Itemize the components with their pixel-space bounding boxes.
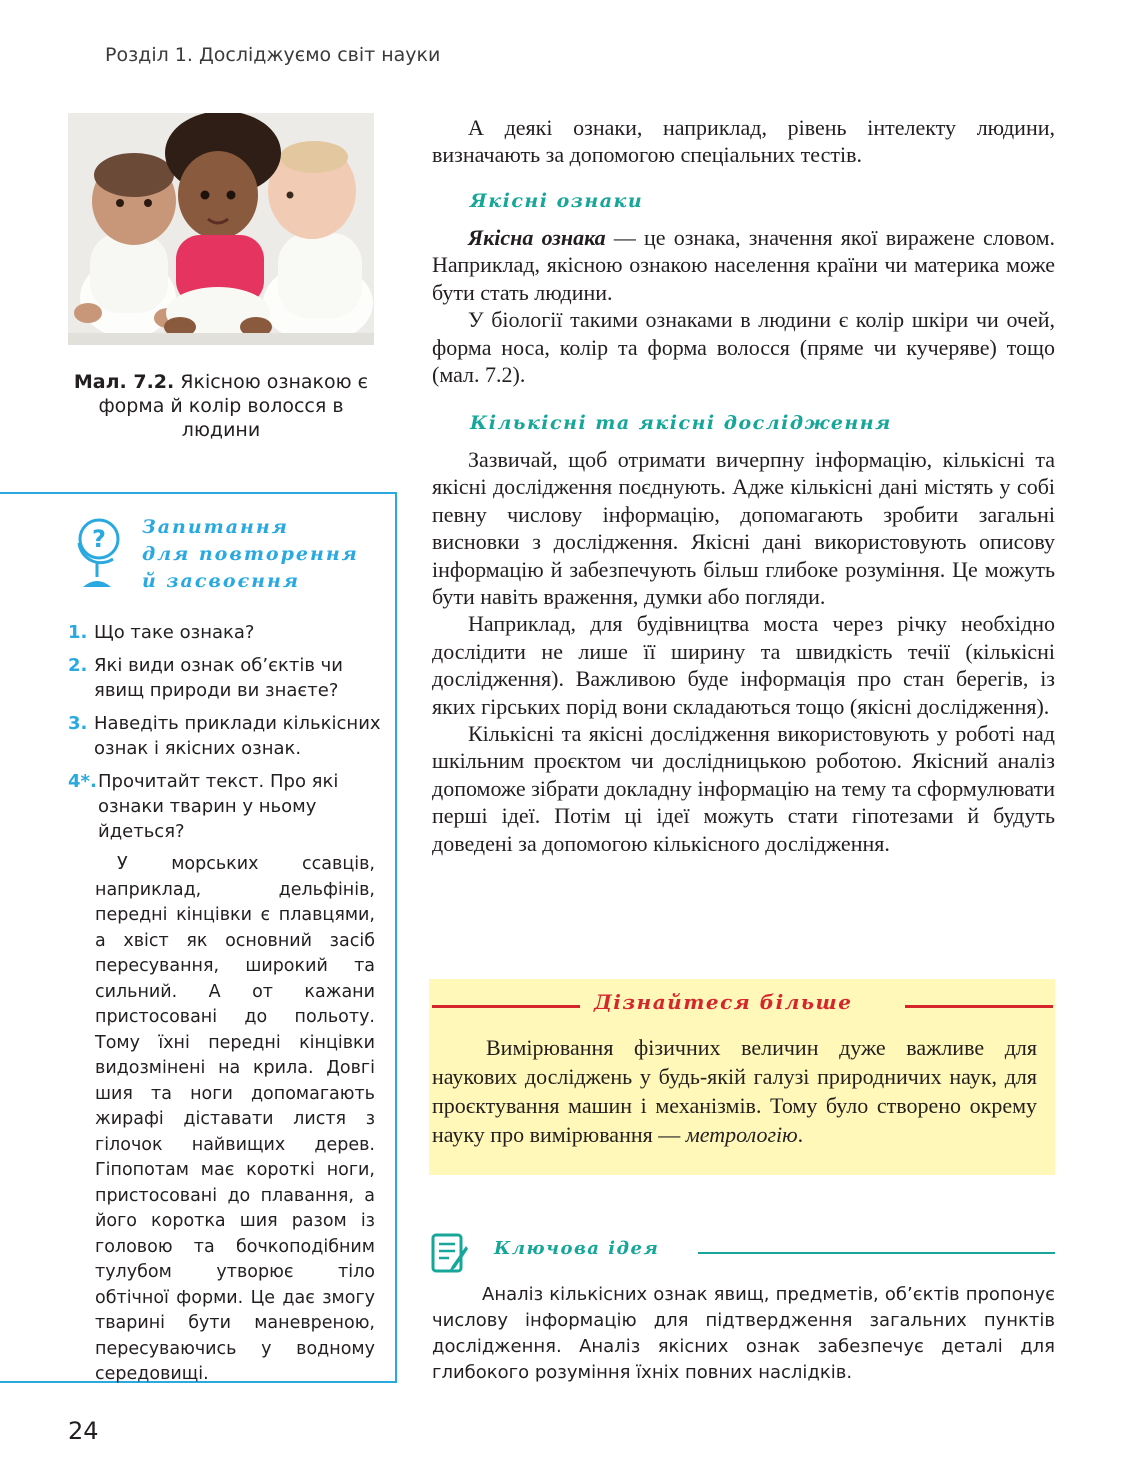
paragraph: У біології такими ознаками в людини є колір шкіри чи очей, форма носа, колір та форма волосся (пряме чи кучеряве) тощо (мал. 7.2). [432,307,1055,388]
question-text: Прочитайт текст. Про які ознаки тварин у ньому йдеться? [98,771,339,842]
learn-more-rule-right [905,1005,1053,1008]
question-item [68,769,384,844]
intro-text: А деякі ознаки, наприклад, рівень інтелекту людини, визначають за допомогою спеціальних тестів. [432,115,1055,168]
caption-label: Мал. 7.2. [73,371,175,393]
learn-more-rule-left [432,1005,580,1008]
globe-question-icon [73,513,125,593]
intro-paragraph [432,114,1055,169]
question-number: 3. [68,713,88,734]
question-text: Наведіть приклади кількісних ознак і якісних ознак. [94,713,381,759]
section-heading-research: Кількісні та якісні дослідження [470,412,892,434]
section-research-body [432,446,1055,857]
question-number: 2. [68,655,88,676]
question-item [68,620,384,645]
caption-text: Якісною ознакою є форма й колір волосся в людини [98,371,369,441]
question-number: 4*. [68,771,97,792]
paragraph: Зазвичай, щоб отримати вичерпну інформацію, кількісні та якісні дослідження поєднують. Адже кількісні дані містять у собі певну числову інформацію, допомагають зробити загальні висновки з дослідження. Якісні дані використовують описову інформацію й забезпечують більш глибоке розуміння. Це можуть бути навіть враження, думки або погляди. [432,447,1055,610]
learn-more-term: метрологію [685,1122,798,1147]
page-number: 24 [68,1417,99,1445]
question-number: 1. [68,622,88,643]
learn-more-text [432,1033,1037,1149]
learn-more-end: . [797,1122,804,1147]
running-head: Розділ 1. Досліджуємо світ науки [105,44,441,66]
svg-text:?: ? [92,525,106,553]
learn-more-main: Вимірювання фізичних величин дуже важливе для наукових досліджень у будь-якій галузі природничих наук, для проєктування машин і механізмів. Тому було створено окрему науку про вимірювання — [432,1035,1037,1147]
figure-caption [62,370,380,442]
learn-more-title: Дізнайтеся більше [594,990,853,1014]
question-text: Що таке ознака? [94,622,255,643]
definition-text: — це ознака, значення якої виражене словом. Наприклад, якісною ознакою населення країни чи материка може бути стать людини. [432,225,1056,305]
questions-title-line: Запитання [142,516,289,538]
term: Якісна ознака [468,225,606,250]
key-idea-paragraph: Аналіз кількісних ознак явищ, предметів, об’єктів пропонує числову інформацію для підтвердження загальних пунктів дослідження. Аналіз якісних ознак забезпечує деталі для глибокого розуміння їхніх повних наслідків. [432,1284,1055,1383]
section-qualitative-body [432,224,1055,388]
question-text: Які види ознак об’єктів чи явищ природи ви знаєте? [94,655,343,701]
question-reading-text: У морських ссавців, наприклад, дельфінів, передні кінцівки є плавцями, а хвіст як основний засіб пересування, широкий та сильний. А от кажани пристосовані до польоту. Тому їхні передні кінцівки видозмінені на крила. Довгі шия та ноги допомагають жирафі діставати листя з гілочок найвищих дерев. Гіпопотам має короткі ноги, пристосовані до плавання, а його коротка шия разом із головою та бочкоподібним тулубом утворює тіло обтічної форми. Це дає змогу тварині бути маневреною, пересуваючись у водному середовищі. [95,854,375,1384]
key-idea-document-icon [430,1232,470,1276]
section-heading-qualitative: Якісні ознаки [470,190,644,212]
question-item [68,653,384,703]
key-idea-text [432,1282,1055,1386]
questions-title-line: й засвоєння [142,570,300,592]
question-item [68,711,384,761]
paragraph: Наприклад, для будівництва моста через річку необхідно дослідити не лише її ширину та швидкість течії (кількісні дослідження). Важливою буде інформація про стан берегів, із яких гірських порід вони складаються тощо (якісні дослідження). [432,611,1055,719]
paragraph: Кількісні та якісні дослідження використовують у роботі над шкільним проєктом чи дослідницькою роботою. Якісний аналіз допоможе зібрати докладну інформацію на тему та сформулювати перші ідеї. Потім ці ідеї можуть стати гіпотезами й будуть доведені за допомогою кількісного дослідження. [432,721,1055,856]
paragraph [432,224,1055,306]
questions-title-line: для повторення [142,543,359,565]
questions-list [68,620,384,852]
key-idea-rule [698,1252,1055,1254]
key-idea-title: Ключова ідея [494,1238,660,1259]
babies-photo [68,113,374,345]
questions-title [142,514,359,595]
